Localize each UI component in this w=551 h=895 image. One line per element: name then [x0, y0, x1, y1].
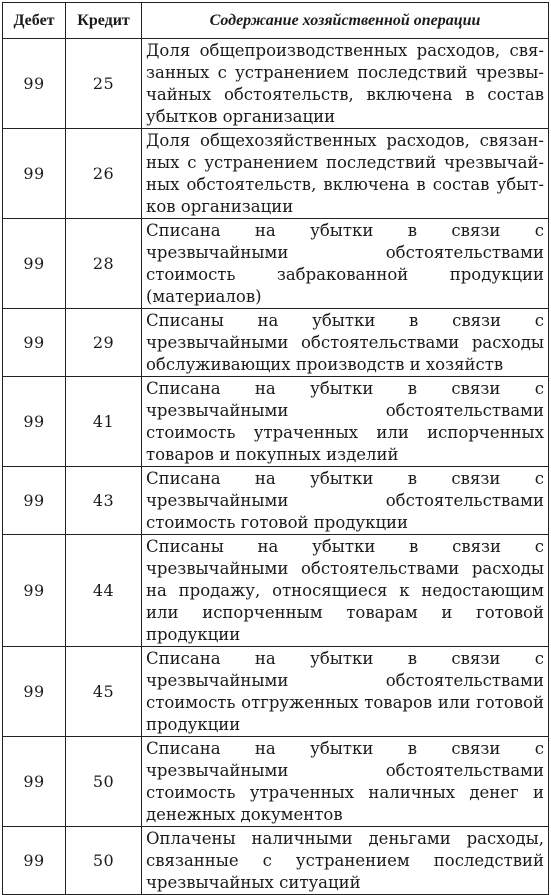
description-cell: Списана на убытки в связи с чрезвычайными обстоятельствами стоимость утраченных наличных денег и денежных документов: [142, 737, 549, 827]
header-description: Содержание хозяйственной операции: [142, 3, 549, 39]
table-row: [3, 219, 549, 309]
description-cell: Списана на убытки в связи с чрезвычайными обстоятельствами стоимость утраченных или испорченных товаров и покупных изделий: [142, 377, 549, 467]
credit-cell: 50: [66, 827, 142, 895]
credit-cell: 29: [66, 309, 142, 377]
header-row: [3, 3, 549, 39]
debit-cell: 99: [3, 827, 66, 895]
header-debit: Дебет: [3, 3, 66, 39]
description-cell: Доля общехозяйственных расходов, связанных с устранением последствий чрезвычайных обстоятельств, включена в состав убытков организации: [142, 129, 549, 219]
table-row: [3, 535, 549, 647]
table-row: [3, 647, 549, 737]
debit-cell: 99: [3, 219, 66, 309]
table-row: [3, 309, 549, 377]
table-header: [3, 3, 549, 39]
table-row: [3, 737, 549, 827]
debit-cell: 99: [3, 377, 66, 467]
debit-cell: 99: [3, 467, 66, 535]
credit-cell: 28: [66, 219, 142, 309]
debit-cell: 99: [3, 39, 66, 129]
table-row: [3, 129, 549, 219]
table-row: [3, 39, 549, 129]
table-row: [3, 827, 549, 895]
credit-cell: 26: [66, 129, 142, 219]
debit-cell: 99: [3, 647, 66, 737]
description-cell: Списана на убытки в связи с чрезвычайными обстоятельствами стоимость готовой продукции: [142, 467, 549, 535]
credit-cell: 41: [66, 377, 142, 467]
credit-cell: 45: [66, 647, 142, 737]
credit-cell: 43: [66, 467, 142, 535]
table-row: [3, 467, 549, 535]
table-body: [3, 39, 549, 895]
debit-cell: 99: [3, 535, 66, 647]
description-cell: Списаны на убытки в связи с чрезвычайными обстоятельствами расходы на продажу, относящиеся к недостающим или испорченным товарам и готовой продукции: [142, 535, 549, 647]
description-cell: Оплачены наличными деньгами расходы, связанные с устранением последствий чрезвычайных ситуаций: [142, 827, 549, 895]
credit-cell: 50: [66, 737, 142, 827]
credit-cell: 25: [66, 39, 142, 129]
debit-cell: 99: [3, 737, 66, 827]
header-credit: Кредит: [66, 3, 142, 39]
debit-cell: 99: [3, 129, 66, 219]
description-cell: Списана на убытки в связи с чрезвычайными обстоятельствами стоимость отгруженных товаров или готовой продукции: [142, 647, 549, 737]
description-cell: Списаны на убытки в связи с чрезвычайными обстоятельствами расходы обслуживающих производств и хозяйств: [142, 309, 549, 377]
operations-table: [2, 2, 549, 895]
description-cell: Доля общепроизводственных расходов, связанных с устранением последствий чрезвычайных обстоятельств, включена в состав убытков организации: [142, 39, 549, 129]
description-cell: Списана на убытки в связи с чрезвычайными обстоятельствами стоимость забракованной продукции (материалов): [142, 219, 549, 309]
credit-cell: 44: [66, 535, 142, 647]
table-row: [3, 377, 549, 467]
debit-cell: 99: [3, 309, 66, 377]
